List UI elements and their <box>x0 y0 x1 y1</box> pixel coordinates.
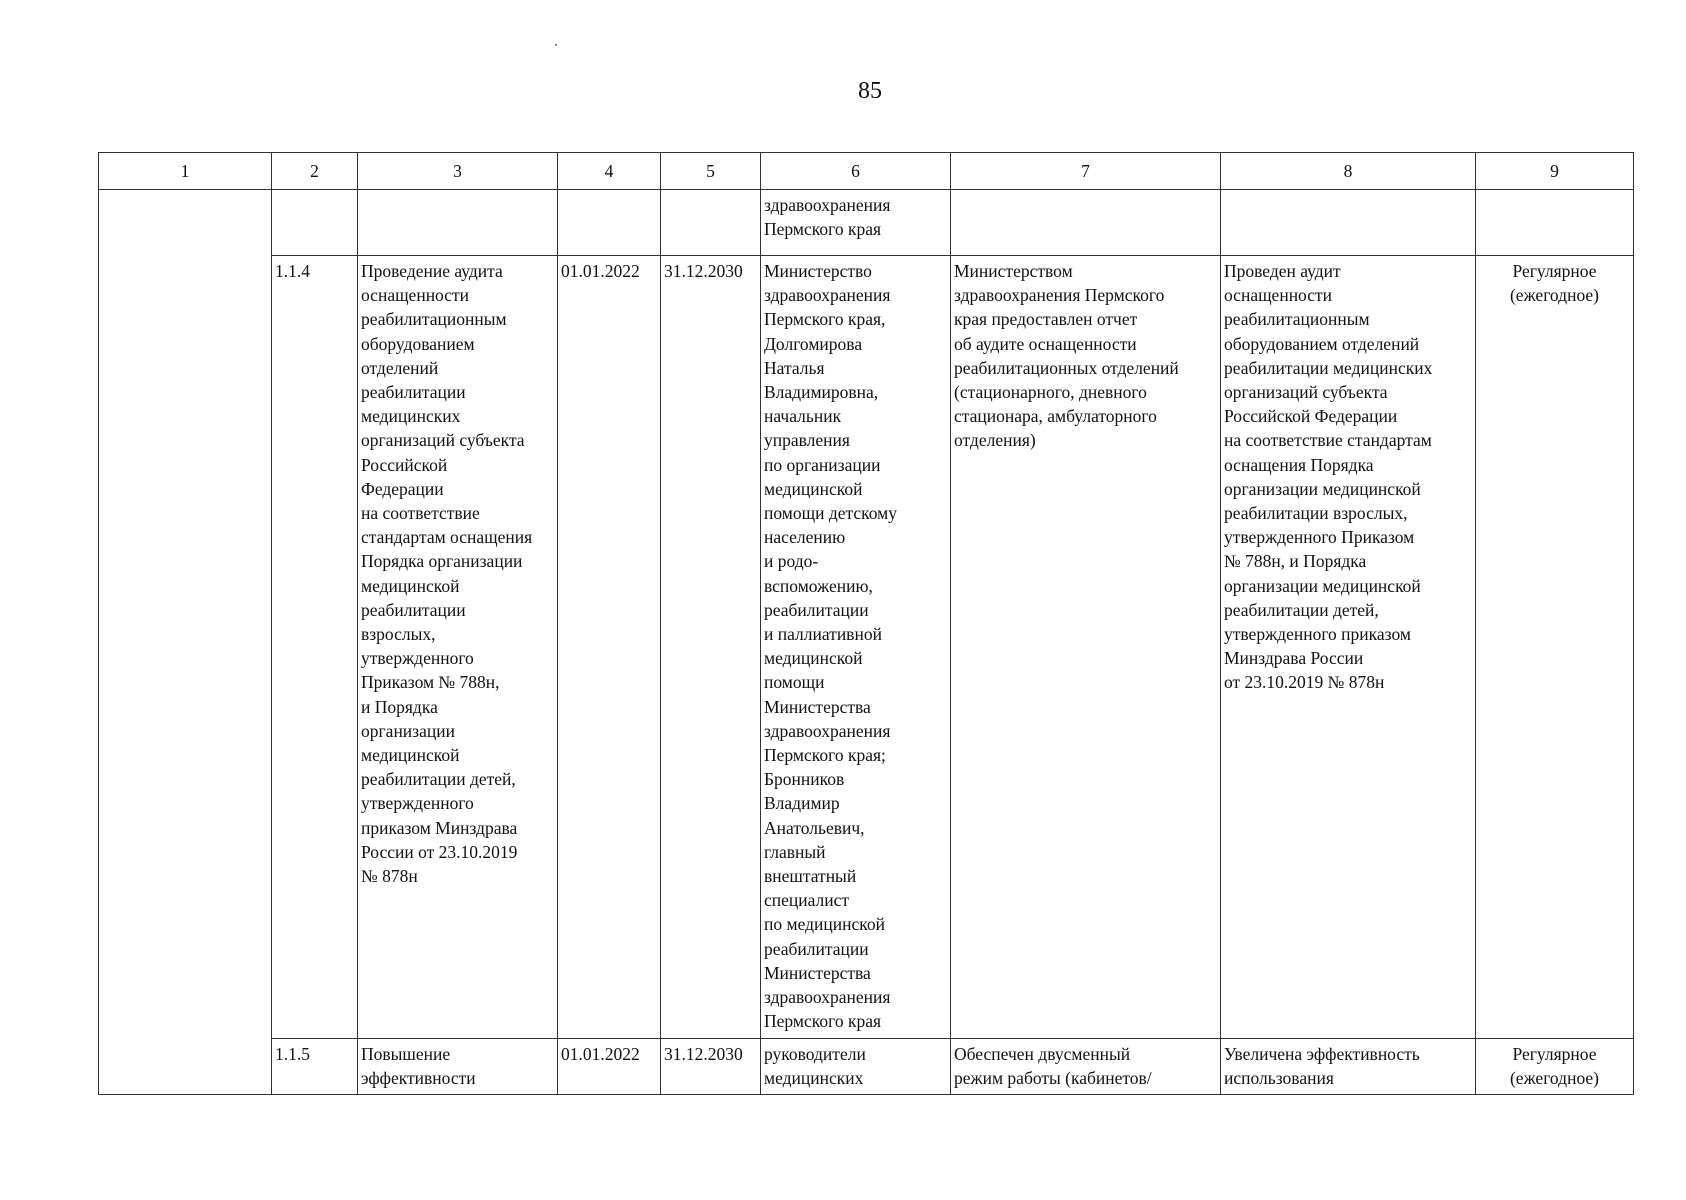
text-line: Владимировна, <box>764 382 879 403</box>
text-line: населению <box>764 527 846 548</box>
cell-event-description <box>358 1038 558 1094</box>
text-line: здравоохранения <box>764 285 891 306</box>
cell-blank <box>661 190 761 256</box>
text-line: вспоможению, <box>764 575 873 596</box>
text-line: по медицинской <box>764 914 885 935</box>
text-line: Наталья <box>764 357 825 378</box>
text-line: оснащенности <box>1224 285 1333 306</box>
text-line: реабилитации медицинских <box>1224 357 1433 378</box>
text-line: Анатольевич, <box>764 817 865 838</box>
text-line: № 878н <box>361 866 418 887</box>
header-cell-2: 2 <box>272 153 358 190</box>
cell-code: 1.1.5 <box>272 1038 358 1094</box>
text-line: Минздрава России <box>1224 648 1364 669</box>
text-line: реабилитационным <box>1224 309 1370 330</box>
text-line: Пермского края; <box>764 745 886 766</box>
page-number: 85 <box>858 78 882 104</box>
cell-start-date: 01.01.2022 <box>558 256 661 1039</box>
text-line: оборудованием отделений <box>1224 333 1420 354</box>
header-cell-1: 1 <box>99 153 272 190</box>
text-line: здравоохранения Пермского <box>954 285 1165 306</box>
text-line: медицинской <box>361 745 460 766</box>
text-line: оснащения Порядка <box>1224 454 1374 475</box>
text-line: и паллиативной <box>764 624 882 645</box>
text-line: реабилитации <box>764 938 869 959</box>
text-line: стандартам оснащения <box>361 527 533 548</box>
text-line: начальник <box>764 406 842 427</box>
cell-blank <box>1476 190 1634 256</box>
text-line: организации медицинской <box>1224 478 1421 499</box>
text-line: управления <box>764 430 850 451</box>
table-row-1-1-5 <box>99 1038 1634 1094</box>
text-line: (ежегодное) <box>1509 1067 1600 1088</box>
header-cell-4: 4 <box>558 153 661 190</box>
cell-event-description <box>358 256 558 1039</box>
cell-end-date: 31.12.2030 <box>661 1038 761 1094</box>
text-line: об аудите оснащенности <box>954 333 1137 354</box>
text-line: реабилитации детей, <box>361 769 516 790</box>
text-line: Владимир <box>764 793 840 814</box>
text-line: отделений <box>361 357 439 378</box>
cell-start-date: 01.01.2022 <box>558 1038 661 1094</box>
text-line: медицинских <box>764 1067 864 1088</box>
header-cell-6: 6 <box>761 153 951 190</box>
text-line: России от 23.10.2019 <box>361 841 518 862</box>
text-line: организаций субъекта <box>1224 382 1388 403</box>
text-line: от 23.10.2019 № 878н <box>1224 672 1385 693</box>
text-line: главный <box>764 841 826 862</box>
activities-table <box>98 152 1634 1095</box>
text-line: использования <box>1224 1067 1334 1088</box>
text-line: Проведен аудит <box>1224 261 1341 281</box>
cell-blank <box>358 190 558 256</box>
text-line: реабилитации детей, <box>1224 599 1379 620</box>
text-line: утвержденного Приказом <box>1224 527 1415 548</box>
text-line: стационара, амбулаторного <box>954 406 1157 427</box>
text-line: на соответствие стандартам <box>1224 430 1432 451</box>
cell-end-date: 31.12.2030 <box>661 256 761 1039</box>
cell-col1-blank <box>99 190 272 1095</box>
text-line: (ежегодное) <box>1509 285 1600 306</box>
text-line: на соответствие <box>361 503 480 524</box>
table-row-1-1-4 <box>99 256 1634 1039</box>
cell-periodicity <box>1476 256 1634 1039</box>
text-line: Увеличена эффективность <box>1224 1043 1420 1064</box>
text-line: Министерство <box>764 261 872 281</box>
text-line: здравоохранения <box>764 987 891 1008</box>
text-line: Пермского края, <box>764 309 886 330</box>
text-line: реабилитации <box>361 599 466 620</box>
text-line: медицинской <box>361 575 460 596</box>
text-line: реабилитации <box>361 382 466 403</box>
text-line: реабилитационным <box>361 309 507 330</box>
cell-blank <box>272 190 358 256</box>
text-line: Российской <box>361 454 448 475</box>
text-line: края предоставлен отчет <box>954 309 1138 330</box>
cell-outcome <box>1221 1038 1476 1094</box>
text-line: приказом Минздрава <box>361 817 518 838</box>
cell-responsible <box>761 256 951 1039</box>
text-line: Порядка организации <box>361 551 523 572</box>
text-line: руководители <box>764 1043 866 1064</box>
text-line: эффективности <box>361 1067 476 1088</box>
text-line: здравоохранения <box>764 195 891 215</box>
cell-code: 1.1.4 <box>272 256 358 1039</box>
text-line: реабилитации взрослых, <box>1224 503 1408 524</box>
header-cell-3: 3 <box>358 153 558 190</box>
text-line: внештатный <box>764 866 857 887</box>
text-line: утвержденного <box>361 793 474 814</box>
text-line: Обеспечен двусменный <box>954 1043 1131 1064</box>
text-line: организаций субъекта <box>361 430 525 451</box>
cell-responsible-continued <box>761 190 951 256</box>
text-line: Министерства <box>764 696 871 717</box>
text-line: медицинских <box>361 406 461 427</box>
cell-blank <box>1221 190 1476 256</box>
cell-periodicity <box>1476 1038 1634 1094</box>
cell-blank <box>558 190 661 256</box>
text-line: утвержденного <box>361 648 474 669</box>
text-line: организации медицинской <box>1224 575 1421 596</box>
text-line: реабилитационных отделений <box>954 357 1179 378</box>
scan-speck <box>555 44 557 46</box>
text-line: Проведение аудита <box>361 261 503 281</box>
table-row-continuation <box>99 190 1634 256</box>
cell-outcome <box>1221 256 1476 1039</box>
text-line: по организации <box>764 454 881 475</box>
text-line: (стационарного, дневного <box>954 382 1147 403</box>
text-line: медицинской <box>764 648 863 669</box>
text-line: оборудованием <box>361 333 475 354</box>
text-line: и Порядка <box>361 696 438 717</box>
text-line: Повышение <box>361 1043 451 1064</box>
text-line: № 788н, и Порядка <box>1224 551 1367 572</box>
text-line: помощи детскому <box>764 503 897 524</box>
cell-result <box>951 1038 1221 1094</box>
text-line: отделения) <box>954 430 1036 451</box>
text-line: Федерации <box>361 478 444 499</box>
text-line: оснащенности <box>361 285 470 306</box>
text-line: Бронников <box>764 769 845 790</box>
cell-result <box>951 256 1221 1039</box>
text-line: утвержденного приказом <box>1224 624 1411 645</box>
text-line: помощи <box>764 672 825 693</box>
text-line: и родо- <box>764 551 819 572</box>
text-line: Регулярное <box>1512 1043 1597 1064</box>
text-line: медицинской <box>764 478 863 499</box>
cell-blank <box>951 190 1221 256</box>
text-line: здравоохранения <box>764 720 891 741</box>
cell-responsible <box>761 1038 951 1094</box>
text-line: специалист <box>764 890 850 911</box>
header-cell-5: 5 <box>661 153 761 190</box>
text-line: Регулярное <box>1512 261 1597 281</box>
text-line: реабилитации <box>764 599 869 620</box>
text-line: Приказом № 788н, <box>361 672 500 693</box>
text-line: взрослых, <box>361 624 436 645</box>
header-cell-9: 9 <box>1476 153 1634 190</box>
text-line: Министерства <box>764 962 871 983</box>
text-line: организации <box>361 720 455 741</box>
text-line: режим работы (кабинетов/ <box>954 1067 1152 1088</box>
text-line: Долгомирова <box>764 333 863 354</box>
header-cell-7: 7 <box>951 153 1221 190</box>
text-line: Пермского края <box>764 1011 882 1032</box>
table-header-row <box>99 153 1634 190</box>
text-line: Пермского края <box>764 219 882 240</box>
text-line: Российской Федерации <box>1224 406 1398 427</box>
text-line: Министерством <box>954 261 1073 281</box>
header-cell-8: 8 <box>1221 153 1476 190</box>
